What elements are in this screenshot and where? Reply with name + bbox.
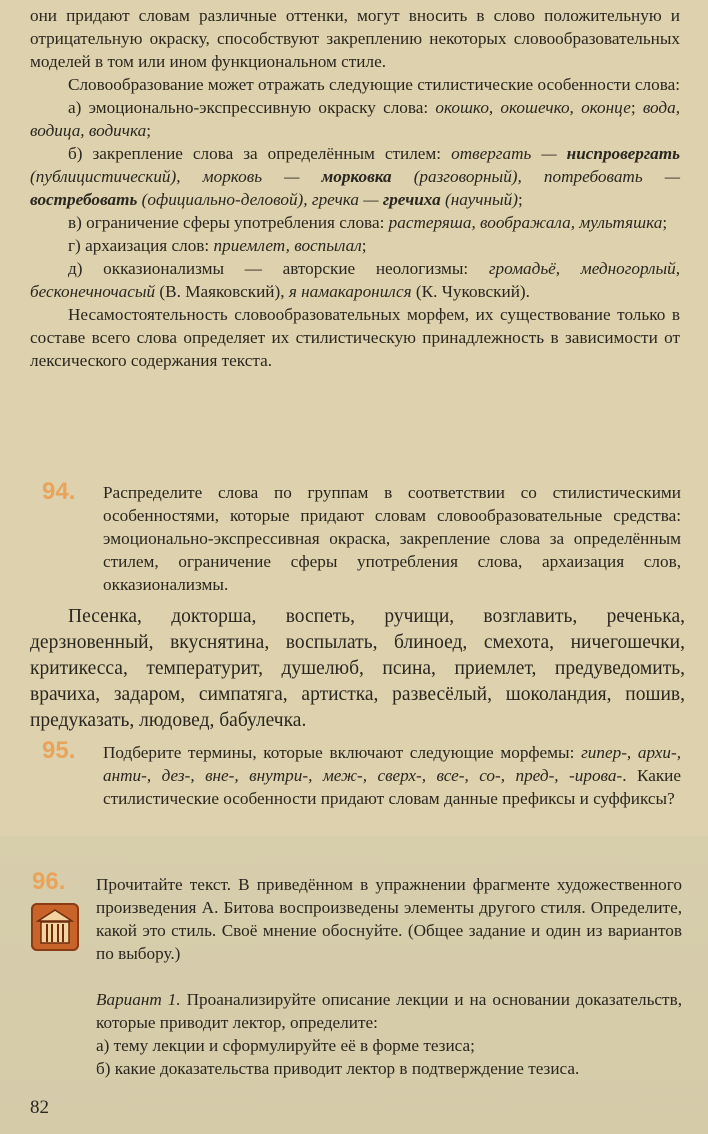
book-house-icon — [31, 903, 79, 951]
exercise-95-task-end: . Какие стилистические особенности придают словам данные префиксы и суффиксы? — [103, 766, 682, 808]
exercise-95-task — [103, 741, 681, 810]
list-item-d — [30, 234, 680, 257]
variant-label: Вариант 1. — [96, 990, 181, 1009]
list-item-b-end: ; — [517, 190, 523, 209]
list-item-b-example-1: отвергать — — [451, 144, 567, 163]
variant-item-b: б) какие доказательства приводит лектор в подтверждение тезиса. — [96, 1059, 580, 1078]
list-item-b-example-3: потребовать — — [543, 167, 680, 186]
list-item-e-text: д) окказионализмы — авторские неологизмы: — [68, 259, 489, 278]
list-item-c-text: в) ограничение сферы употребления слова: — [68, 213, 389, 232]
list-item-d-end: ; — [361, 236, 367, 255]
list-item-b-example-3-bold: востребовать — [30, 190, 138, 209]
theory-paragraph-2: Словообразование может отражать следующие стилистические особенности слова: — [68, 75, 680, 94]
page-number: 82 — [30, 1097, 49, 1118]
theory-text — [30, 4, 680, 372]
list-item-a-examples: окошко, окошечко, оконце — [435, 98, 631, 117]
list-item-b-example-2-bold: морковка — [321, 167, 392, 186]
theory-paragraph-1: они придают словам различные оттенки, могут вносить в слово положительную и отрицательную окраску, способствуют закреплению некоторых словообразовательных моделей в том или ином функциональном стиле. — [30, 6, 680, 71]
list-item-a-text: а) эмоционально-экспрессивную окраску слова: — [68, 98, 436, 117]
list-item-a-separator: ; — [630, 98, 643, 117]
list-item-d-examples: приемлет, воспылал — [213, 236, 362, 255]
list-item-b-example-4-bold: гречиха — [382, 190, 441, 209]
list-item-a-end: ; — [146, 121, 151, 140]
list-item-c-end: ; — [662, 213, 668, 232]
exercise-94-task: Распределите слова по группам в соответствии со стилистическими особенностями, которые придают словам словообразовательные средства: эмоционально-экспрессивная окраска, закрепление слова за определённым стилем, ограничение сферы употребления слова, архаизация слов, окказионализмы. — [103, 483, 681, 594]
exercise-94-word-list: Песенка, докторша, воспеть, ручищи, возглавить, реченька, дерзновенный, вкуснятина, воспылать, блиноед, смехота, ничегошечки, критикесса, температурит, душелюб, псина, приемлет, предуведомить, врачиха, задаром, симпатяга, артистка, развесёлый, шоколандия, пошив, предуказать, людовед, бабулечка. — [30, 606, 685, 731]
exercise-96-variant-1 — [96, 988, 682, 1080]
exercise-95-morphemes: гипер-, архи-, анти-, дез-, вне-, внутри-, меж-, сверх-, все-, со-, пред-, -ирова- — [103, 743, 681, 785]
list-item-a — [30, 96, 680, 142]
variant-text: Проанализируйте описание лекции и на основании доказательств, которые приводит лектор, определите: — [96, 990, 682, 1032]
exercise-96-task: Прочитайте текст. В приведённом в упражнении фрагменте художественного произведения А. Битова воспроизведены элементы другого стиля. Определите, какой это стиль. Своё мнение обоснуйте. (Общее задание и один из вариантов по выбору.) — [96, 875, 682, 963]
list-item-c — [30, 211, 680, 234]
list-item-b — [30, 142, 680, 211]
list-item-b-example-4: гречка — — [311, 190, 383, 209]
exercise-94-words — [30, 604, 685, 734]
list-item-b-example-1-bold: ниспровергать — [566, 144, 680, 163]
list-item-e — [30, 257, 680, 303]
list-item-b-example-4-style: (научный) — [440, 190, 518, 209]
list-item-e-author-2: (К. Чуковский). — [411, 282, 530, 301]
list-item-b-example-2: морковь — — [202, 167, 322, 186]
list-item-e-example-1: громадьё, медногорлый, бесконечночасый — [30, 259, 680, 301]
list-item-d-text: г) архаизация слов: — [68, 236, 214, 255]
list-item-b-example-3-style: (официально-деловой), — [137, 190, 312, 209]
variant-item-a: а) тему лекции и сформулируйте её в форме тезиса; — [96, 1036, 475, 1055]
theory-paragraph-3: Несамостоятельность словообразовательных морфем, их существование только в составе всего слова определяет их стилистическую принадлежность в зависимости от лексического содержания текста. — [30, 305, 680, 370]
list-item-e-example-2: я намакаронился — [288, 282, 412, 301]
list-item-b-text: б) закрепление слова за определённым стилем: — [68, 144, 452, 163]
list-item-b-example-2-style: (разговорный), — [391, 167, 544, 186]
list-item-b-example-1-style: (публицистический), — [30, 167, 203, 186]
list-item-a-examples-2: вода, водица, водичка — [30, 98, 681, 140]
list-item-c-examples: растеряша, воображала, мультяшка — [388, 213, 663, 232]
exercise-95-number: 95. — [42, 737, 76, 764]
exercise-96-number: 96. — [32, 868, 66, 895]
exercise-95-task-start: Подберите термины, которые включают следующие морфемы: — [103, 743, 582, 762]
exercise-94-number: 94. — [42, 478, 76, 505]
list-item-e-author-1: (В. Маяковский), — [155, 282, 289, 301]
